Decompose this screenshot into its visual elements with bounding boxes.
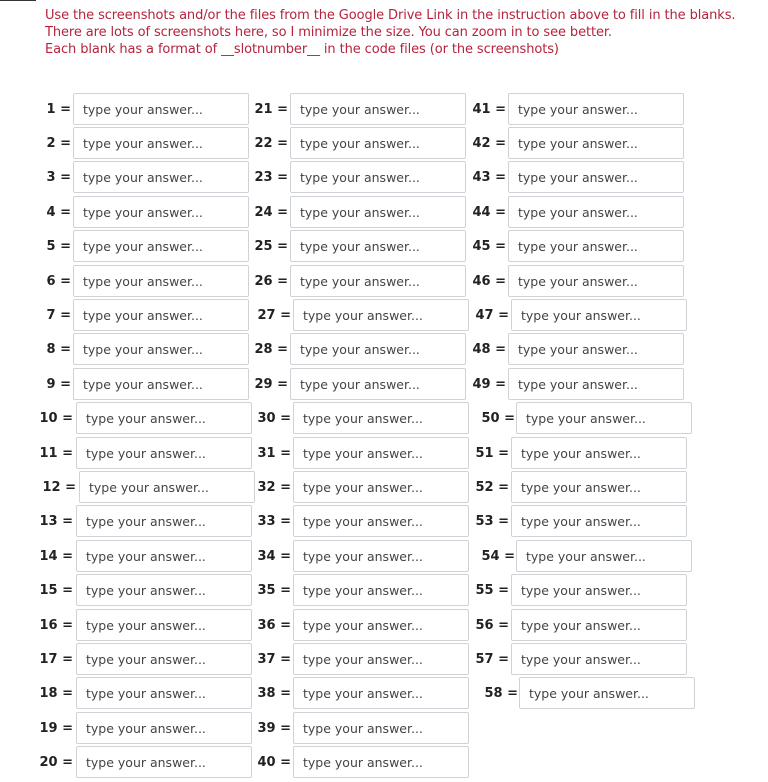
blank-input-50[interactable] — [516, 402, 692, 434]
blank-label: 5 = — [46, 239, 71, 254]
blank-label: 44 = — [472, 205, 506, 220]
blank-input-56[interactable] — [511, 609, 687, 641]
blank-label: 58 = — [484, 686, 518, 701]
blank-label: 10 = — [39, 411, 73, 426]
blank-row — [0, 574, 768, 608]
blank-label: 6 = — [46, 274, 71, 289]
blank-input-42[interactable] — [508, 127, 684, 159]
blank-row — [0, 127, 768, 161]
blank-label: 55 = — [475, 583, 509, 598]
blank-label: 23 = — [254, 170, 288, 185]
blank-row — [0, 437, 768, 471]
blank-label: 38 = — [257, 686, 291, 701]
instructions — [45, 7, 745, 58]
blank-input-41[interactable] — [508, 93, 684, 125]
blank-label: 51 = — [475, 446, 509, 461]
blank-label: 8 = — [46, 342, 71, 357]
blank-input-55[interactable] — [511, 574, 687, 606]
blank-label: 13 = — [39, 514, 73, 529]
blank-label: 43 = — [472, 170, 506, 185]
blank-row — [0, 540, 768, 574]
blank-input-58[interactable] — [519, 677, 695, 709]
blank-label: 16 = — [39, 618, 73, 633]
blank-row — [0, 299, 768, 333]
blank-input-49[interactable] — [508, 368, 684, 400]
blank-label: 14 = — [39, 549, 73, 564]
blank-label: 30 = — [257, 411, 291, 426]
blank-label: 26 = — [254, 274, 288, 289]
blank-row — [0, 368, 768, 402]
blank-label: 22 = — [254, 136, 288, 151]
blank-label: 11 = — [39, 446, 73, 461]
blank-input-46[interactable] — [508, 265, 684, 297]
blank-label: 19 = — [39, 721, 73, 736]
instructions-line-1: Use the screenshots and/or the files from the Google Drive Link in the instruction above to fill in the blanks. — [45, 8, 736, 23]
blank-row — [0, 161, 768, 195]
blank-label: 2 = — [46, 136, 71, 151]
blank-label: 4 = — [46, 205, 71, 220]
instructions-line-3: Each blank has a format of __slotnumber__ in the code files (or the screenshots) — [45, 42, 559, 57]
blank-row — [0, 712, 768, 746]
blank-label: 53 = — [475, 514, 509, 529]
blank-label: 39 = — [257, 721, 291, 736]
blank-input-52[interactable] — [511, 471, 687, 503]
blank-label: 54 = — [481, 549, 515, 564]
blank-label: 45 = — [472, 239, 506, 254]
blank-label: 31 = — [257, 446, 291, 461]
blank-input-47[interactable] — [511, 299, 687, 331]
blank-label: 40 = — [257, 755, 291, 770]
blank-input-39[interactable] — [293, 712, 469, 744]
blank-row — [0, 505, 768, 539]
blank-row — [0, 643, 768, 677]
blank-label: 57 = — [475, 652, 509, 667]
blank-row — [0, 333, 768, 367]
blank-row — [0, 609, 768, 643]
blank-row — [0, 196, 768, 230]
blank-input-48[interactable] — [508, 333, 684, 365]
blank-input-45[interactable] — [508, 230, 684, 262]
blank-label: 36 = — [257, 618, 291, 633]
blank-label: 41 = — [472, 102, 506, 117]
blank-label: 35 = — [257, 583, 291, 598]
blank-label: 20 = — [39, 755, 73, 770]
instructions-line-2: There are lots of screenshots here, so I minimize the size. You can zoom in to see better. — [45, 25, 612, 40]
blank-row — [0, 230, 768, 264]
blank-input-43[interactable] — [508, 161, 684, 193]
blank-row — [0, 471, 768, 505]
blank-label: 3 = — [46, 170, 71, 185]
top-divider — [0, 0, 36, 1]
blank-row — [0, 677, 768, 711]
blank-input-53[interactable] — [511, 505, 687, 537]
blank-input-51[interactable] — [511, 437, 687, 469]
blank-input-40[interactable] — [293, 746, 469, 778]
blank-row — [0, 402, 768, 436]
blank-label: 48 = — [472, 342, 506, 357]
blank-label: 33 = — [257, 514, 291, 529]
blank-label: 7 = — [46, 308, 71, 323]
blank-label: 12 = — [42, 480, 76, 495]
blank-label: 34 = — [257, 549, 291, 564]
blank-label: 37 = — [257, 652, 291, 667]
blank-label: 21 = — [254, 102, 288, 117]
blank-label: 56 = — [475, 618, 509, 633]
blank-label: 50 = — [481, 411, 515, 426]
blank-label: 28 = — [254, 342, 288, 357]
blank-label: 24 = — [254, 205, 288, 220]
blank-label: 47 = — [475, 308, 509, 323]
blank-label: 27 = — [257, 308, 291, 323]
blank-label: 18 = — [39, 686, 73, 701]
blank-label: 49 = — [472, 377, 506, 392]
blank-row — [0, 93, 768, 127]
blank-input-44[interactable] — [508, 196, 684, 228]
blank-label: 25 = — [254, 239, 288, 254]
blank-label: 1 = — [46, 102, 71, 117]
blank-label: 9 = — [46, 377, 71, 392]
blank-label: 46 = — [472, 274, 506, 289]
blank-label: 15 = — [39, 583, 73, 598]
blank-label: 17 = — [39, 652, 73, 667]
blank-row — [0, 265, 768, 299]
blank-label: 52 = — [475, 480, 509, 495]
blank-label: 42 = — [472, 136, 506, 151]
blank-label: 29 = — [254, 377, 288, 392]
blank-row — [0, 746, 768, 780]
blank-label: 32 = — [257, 480, 291, 495]
blank-input-54[interactable] — [516, 540, 692, 572]
blank-input-57[interactable] — [511, 643, 687, 675]
